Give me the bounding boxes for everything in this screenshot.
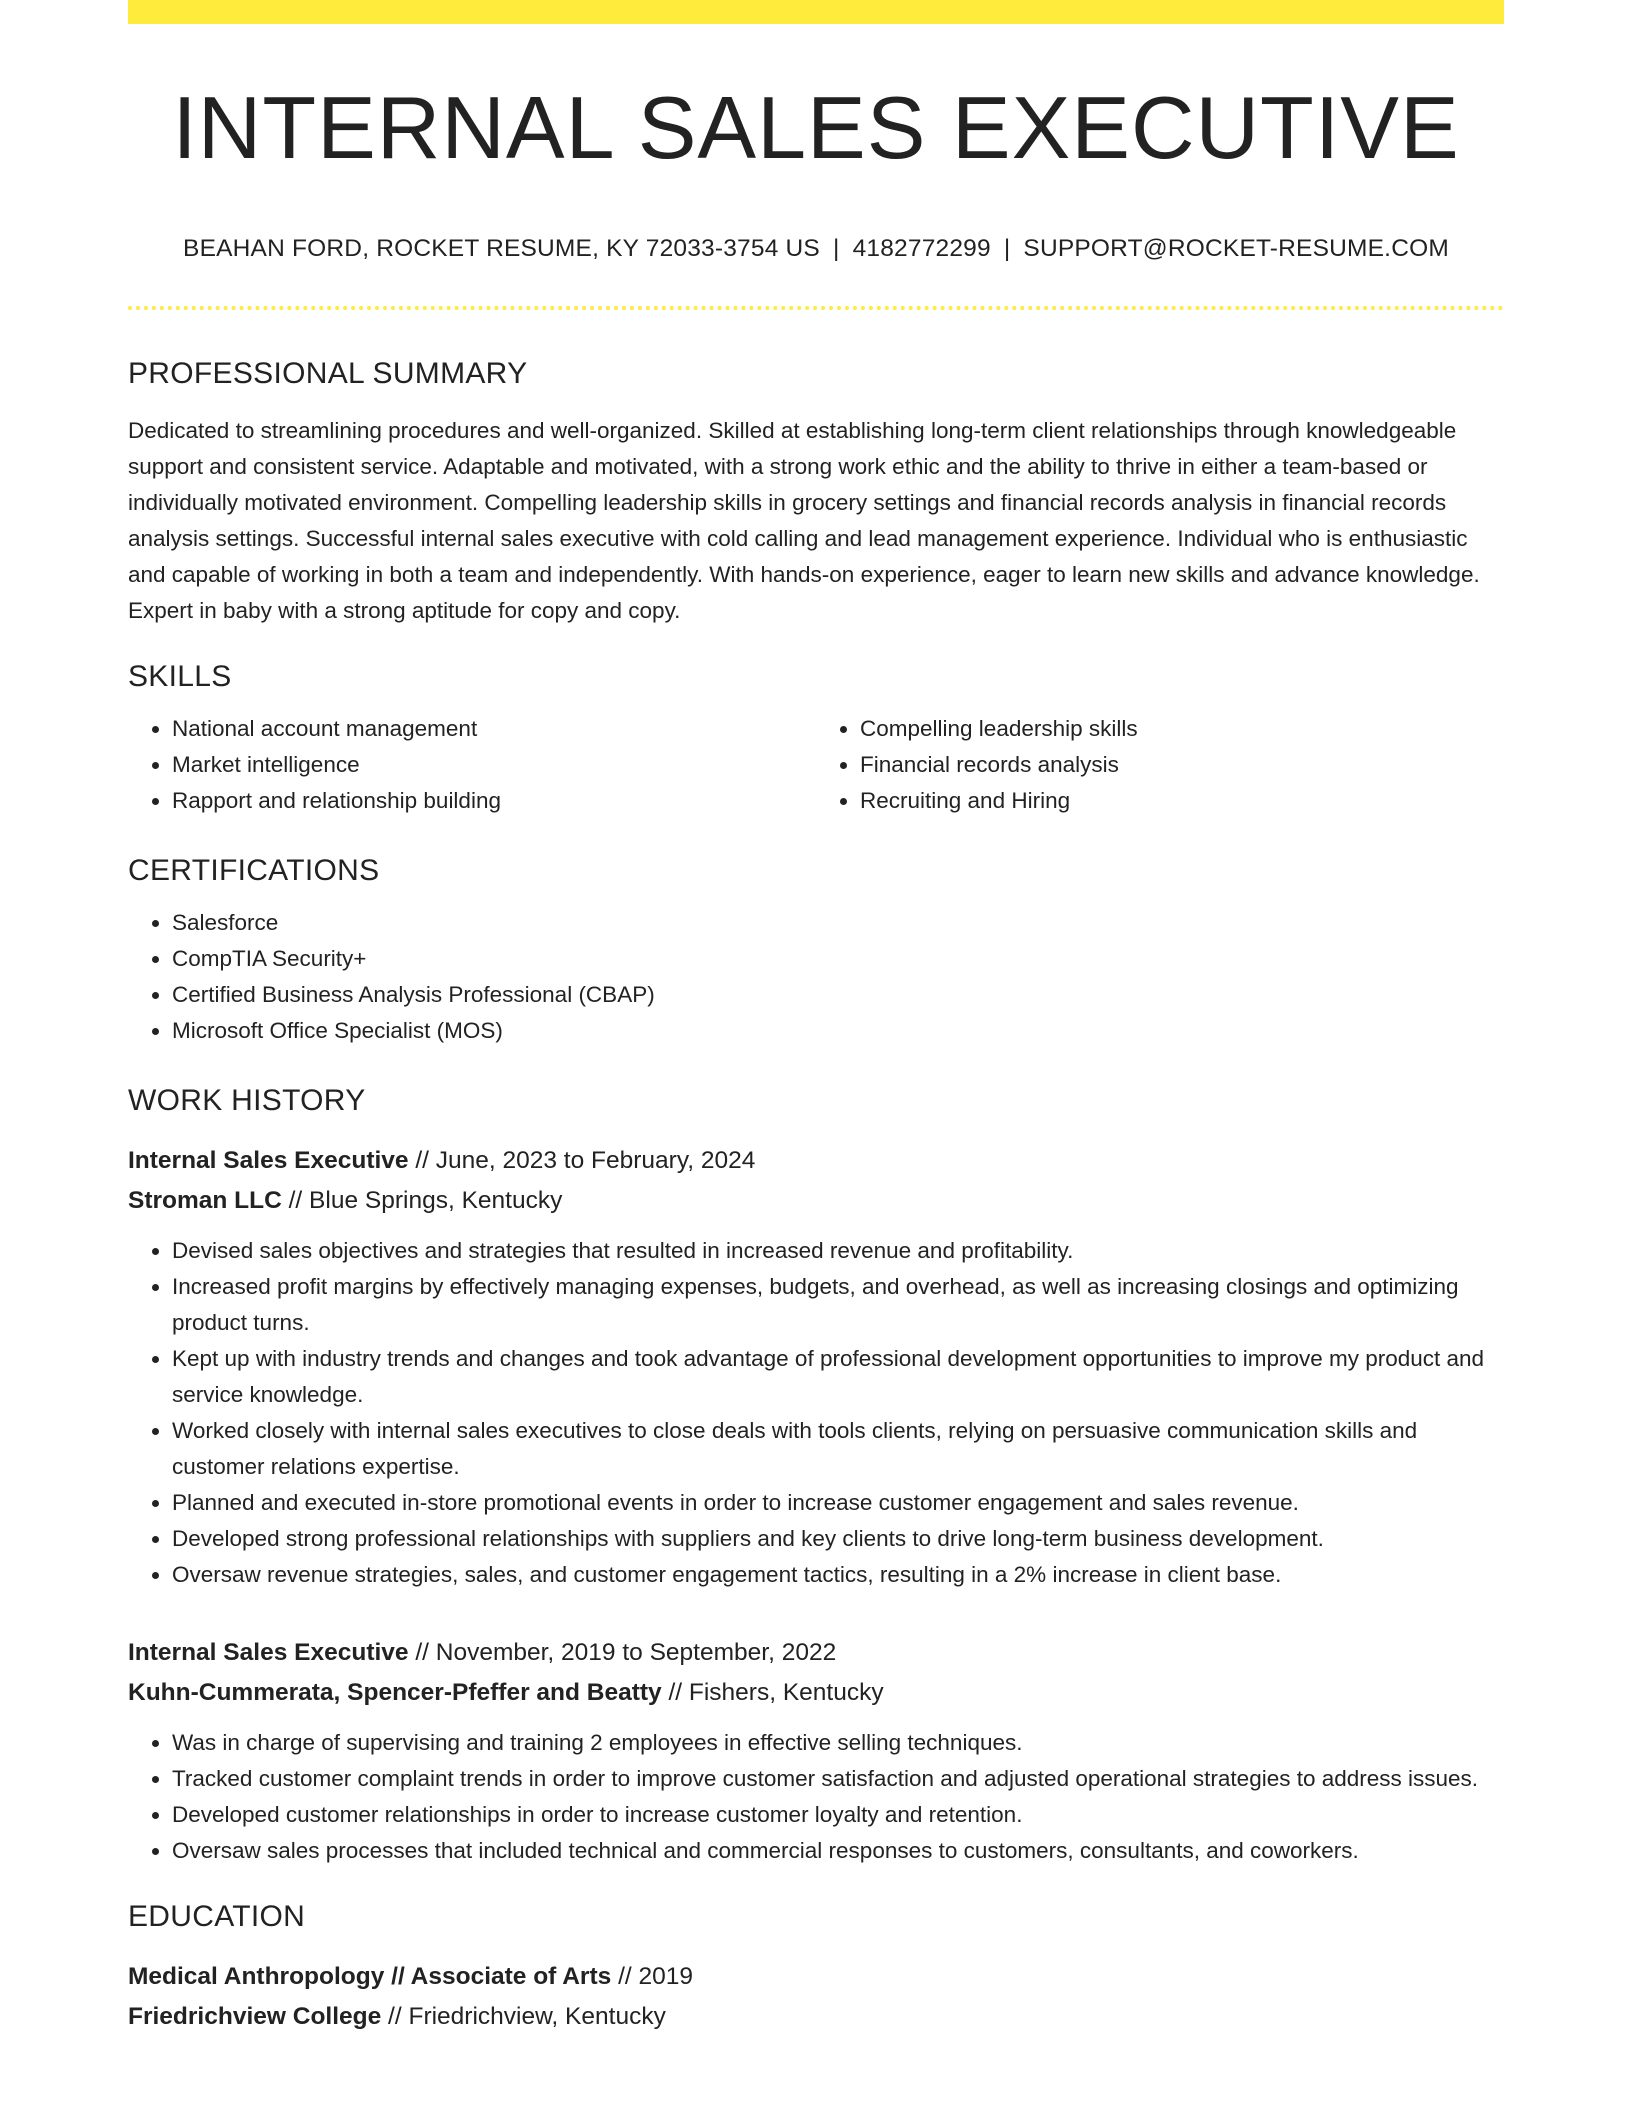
job-entry	[128, 1141, 1504, 1593]
certification-item: • CompTIA Security+	[172, 941, 1504, 977]
certification-item: • Microsoft Office Specialist (MOS)	[172, 1013, 1504, 1049]
skill-item: • Market intelligence	[172, 747, 816, 783]
certification-item: • Salesforce	[172, 905, 1504, 941]
skills-list-right	[816, 711, 1504, 819]
job-bullet: • Increased profit margins by effectively managing expenses, budgets, and overhead, as well as increasing closings and optimizing product turns.	[172, 1269, 1504, 1341]
job-bullet: • Developed strong professional relationships with suppliers and key clients to drive long-term business development.	[172, 1521, 1504, 1557]
job-bullet: • Was in charge of supervising and training 2 employees in effective selling techniques.	[172, 1725, 1504, 1761]
contact-email[interactable]: SUPPORT@ROCKET-RESUME.COM	[1023, 234, 1449, 262]
education-year: // 2019	[611, 1962, 693, 1990]
job-bullet: • Kept up with industry trends and changes and took advantage of professional development opportunities to improve my product and service knowledge.	[172, 1341, 1504, 1413]
contact-separator: |	[1003, 234, 1011, 262]
skills-list-left	[128, 711, 816, 819]
job-company-line	[128, 1673, 1504, 1713]
summary-text: Dedicated to streamlining procedures and well-organized. Skilled at establishing long-term client relationships through knowledgeable support and consistent service. Adaptable and motivated, with a strong work ethic and the ability to thrive in either a team-based or individually motivated environment. Compelling leadership skills in grocery settings and financial records analysis in financial records analysis settings. Successful internal sales executive with cold calling and lead management experience. Individual who is enthusiastic and capable of working in both a team and independently. With hands-on experience, eager to learn new skills and advance knowledge. Expert in baby with a strong aptitude for copy and copy.	[128, 417, 1480, 623]
certification-item: • Certified Business Analysis Professional (CBAP)	[172, 977, 1504, 1013]
job-bullet: • Tracked customer complaint trends in order to improve customer satisfaction and adjusted operational strategies to address issues.	[172, 1761, 1504, 1797]
job-dates: // June, 2023 to February, 2024	[408, 1146, 756, 1174]
job-company-line	[128, 1181, 1504, 1221]
job-title: Internal Sales Executive	[128, 1146, 409, 1174]
skills-heading: SKILLS	[128, 659, 232, 693]
job-bullet: • Devised sales objectives and strategies that resulted in increased revenue and profitability.	[172, 1233, 1504, 1269]
skill-item: • Recruiting and Hiring	[860, 783, 1504, 819]
summary-heading: PROFESSIONAL SUMMARY	[128, 356, 528, 390]
certifications-heading: CERTIFICATIONS	[128, 853, 380, 887]
job-bullets	[128, 1233, 1504, 1593]
job-bullet: • Oversaw sales processes that included technical and commercial responses to customers, consultants, and coworkers.	[172, 1833, 1504, 1869]
job-bullets	[128, 1725, 1504, 1869]
certifications-section	[128, 853, 1504, 1049]
job-title-line	[128, 1141, 1504, 1181]
education-section	[128, 1899, 1504, 2037]
job-entry	[128, 1633, 1504, 1869]
resume-page	[128, 0, 1504, 2037]
job-location: // Fishers, Kentucky	[661, 1678, 884, 1706]
job-dates: // November, 2019 to September, 2022	[408, 1638, 837, 1666]
dotted-divider	[128, 306, 1504, 310]
education-entry	[128, 1957, 1504, 2037]
summary-section	[128, 356, 1504, 629]
resume-title: INTERNAL SALES EXECUTIVE	[172, 78, 1460, 177]
certifications-list	[128, 905, 1504, 1049]
contact-separator: |	[832, 234, 840, 262]
job-location: // Blue Springs, Kentucky	[281, 1186, 563, 1214]
skill-item: • Compelling leadership skills	[860, 711, 1504, 747]
work-history-heading: WORK HISTORY	[128, 1083, 366, 1117]
accent-top-bar	[128, 0, 1504, 24]
skill-item: • National account management	[172, 711, 816, 747]
skills-grid	[128, 711, 1504, 819]
job-bullet: • Developed customer relationships in order to increase customer loyalty and retention.	[172, 1797, 1504, 1833]
contact-phone[interactable]: 4182772299	[852, 234, 991, 262]
education-degree: Medical Anthropology // Associate of Arts	[128, 1962, 612, 1990]
contact-address: BEAHAN FORD, ROCKET RESUME, KY 72033-3754 US	[183, 234, 820, 262]
skill-item: • Rapport and relationship building	[172, 783, 816, 819]
job-bullet: • Worked closely with internal sales executives to close deals with tools clients, relying on persuasive communication skills and customer relations expertise.	[172, 1413, 1504, 1485]
education-degree-line	[128, 1957, 1504, 1997]
job-bullet: • Oversaw revenue strategies, sales, and customer engagement tactics, resulting in a 2% increase in client base.	[172, 1557, 1504, 1593]
education-school: Friedrichview College	[128, 2002, 382, 2030]
contact-line	[128, 235, 1504, 263]
job-company: Kuhn-Cummerata, Spencer-Pfeffer and Beatty	[128, 1678, 662, 1706]
job-title-line	[128, 1633, 1504, 1673]
work-history-section	[128, 1083, 1504, 1869]
job-title: Internal Sales Executive	[128, 1638, 409, 1666]
education-heading: EDUCATION	[128, 1899, 306, 1933]
education-school-line	[128, 1997, 1504, 2037]
job-company: Stroman LLC	[128, 1186, 282, 1214]
job-bullet: • Planned and executed in-store promotional events in order to increase customer engagement and sales revenue.	[172, 1485, 1504, 1521]
education-location: // Friedrichview, Kentucky	[381, 2002, 666, 2030]
skill-item: • Financial records analysis	[860, 747, 1504, 783]
skills-section	[128, 659, 1504, 819]
